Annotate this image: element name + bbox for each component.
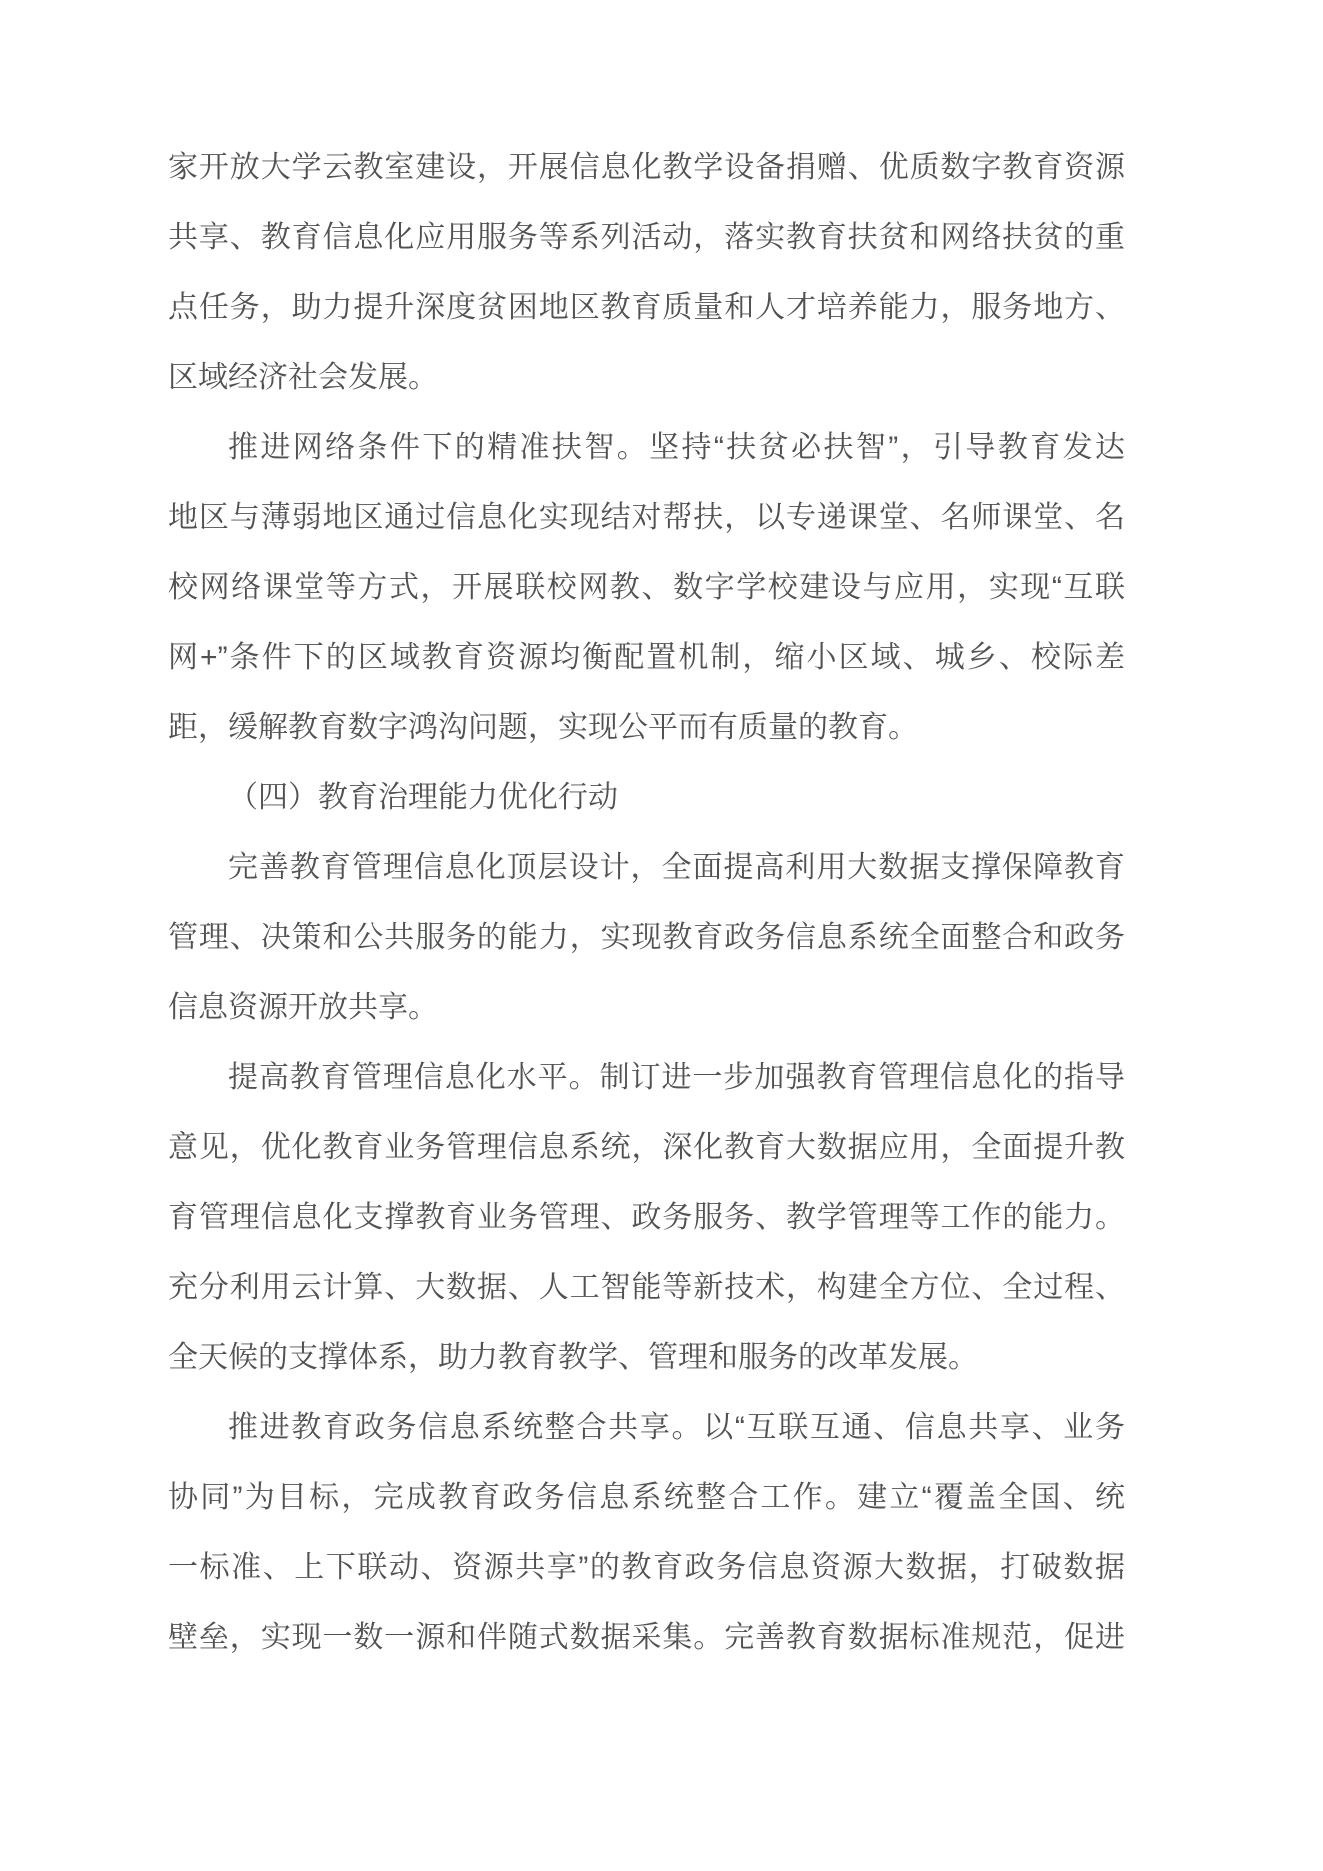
text-line: 信息资源开放共享。 (168, 991, 438, 1024)
text-line: 育管理信息化支撑教育业务管理、政务服务、教学管理等工作的能力。 (168, 1201, 1125, 1234)
text-line: 网+”条件下的区域教育资源均衡配置机制，缩小区域、城乡、校际差 (168, 641, 1125, 674)
paragraph (168, 413, 1125, 763)
text-line: 一标准、上下联动、资源共享”的教育政务信息资源大数据，打破数据 (168, 1551, 1125, 1584)
paragraph (168, 833, 1125, 1043)
text-line: 推进教育政务信息系统整合共享。以“互联互通、信息共享、业务 (228, 1411, 1125, 1444)
text-line: 全天候的支撑体系，助力教育教学、管理和服务的改革发展。 (168, 1341, 978, 1374)
text-line: 协同”为目标，完成教育政务信息系统整合工作。建立“覆盖全国、统 (168, 1481, 1125, 1514)
document-content (168, 133, 1125, 1673)
text-line: 推进网络条件下的精准扶智。坚持“扶贫必扶智”，引导教育发达 (228, 431, 1125, 464)
text-line: 家开放大学云教室建设，开展信息化教学设备捐赠、优质数字教育资源 (168, 151, 1125, 184)
text-line: 完善教育管理信息化顶层设计，全面提高利用大数据支撑保障教育 (228, 851, 1125, 884)
text-line: 共享、教育信息化应用服务等系列活动，落实教育扶贫和网络扶贫的重 (168, 221, 1125, 254)
text-line: 点任务，助力提升深度贫困地区教育质量和人才培养能力，服务地方、 (168, 291, 1125, 324)
section-heading (168, 763, 1125, 833)
text-line: 意见，优化教育业务管理信息系统，深化教育大数据应用，全面提升教 (168, 1131, 1125, 1164)
text-line: 距，缓解教育数字鸿沟问题，实现公平而有质量的教育。 (168, 711, 918, 744)
text-line: 区域经济社会发展。 (168, 361, 438, 394)
text-line: 壁垒，实现一数一源和伴随式数据采集。完善教育数据标准规范，促进 (168, 1621, 1125, 1654)
paragraph (168, 133, 1125, 413)
text-line: 提高教育管理信息化水平。制订进一步加强教育管理信息化的指导 (228, 1061, 1125, 1094)
text-line: 校网络课堂等方式，开展联校网教、数字学校建设与应用，实现“互联 (168, 571, 1125, 604)
text-line: 地区与薄弱地区通过信息化实现结对帮扶，以专递课堂、名师课堂、名 (168, 501, 1125, 534)
paragraph (168, 1043, 1125, 1393)
text-line: （四）教育治理能力优化行动 (228, 781, 618, 814)
text-line: 管理、决策和公共服务的能力，实现教育政务信息系统全面整合和政务 (168, 921, 1125, 954)
text-line: 充分利用云计算、大数据、人工智能等新技术，构建全方位、全过程、 (168, 1271, 1125, 1304)
paragraph (168, 1393, 1125, 1673)
